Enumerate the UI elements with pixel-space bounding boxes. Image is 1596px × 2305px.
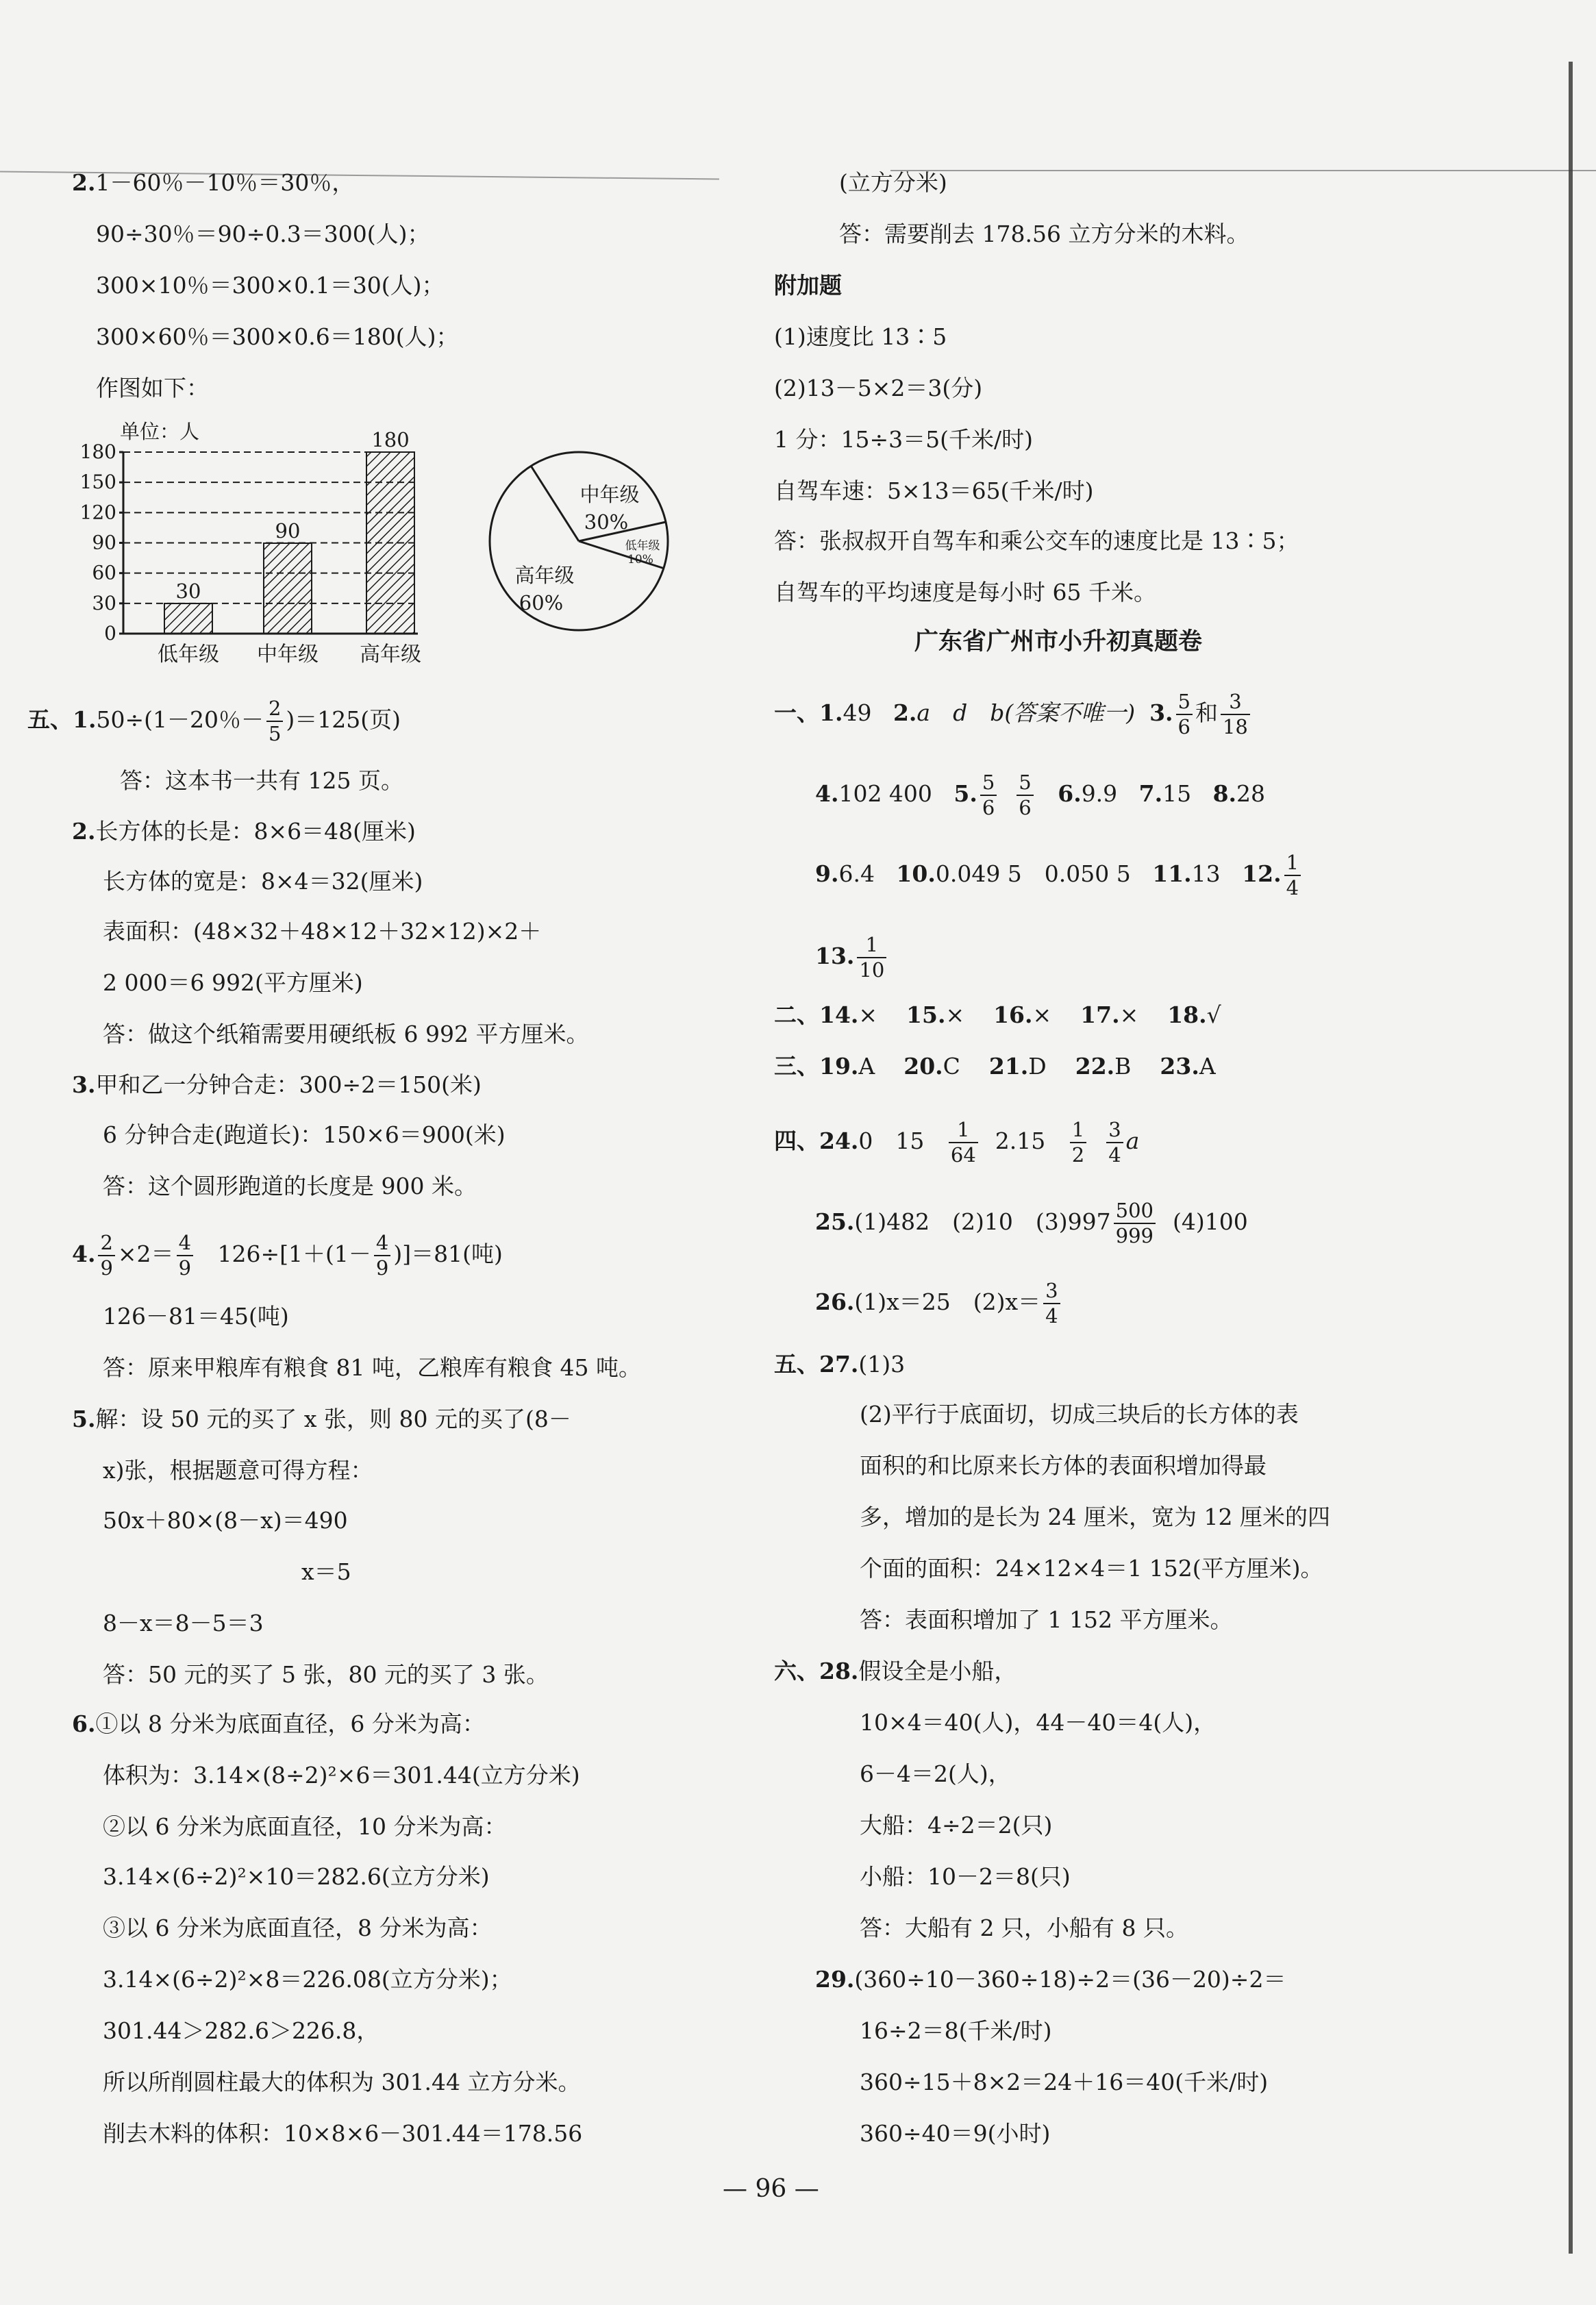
- s6-q28: 六、28.假设全是小船，: [774, 1658, 1017, 1684]
- pie-chart: [479, 445, 685, 637]
- s5-q5-l1: 5.解：设 50 元的买了 x 张，则 80 元的买了(8－: [72, 1406, 571, 1432]
- s6-q29-l4: 360÷40＝9(小时): [860, 2120, 1051, 2147]
- scan-edge-right: [1569, 62, 1573, 2254]
- s1-row1: 一、1.49 2.a d b(答案不唯一) 3. $\frac{5}{6}$ 和 $\frac{3}{18}$: [774, 692, 1253, 737]
- r-line1: (立方分米): [839, 169, 947, 196]
- s5-q6-l5: ③以 6 分米为底面直径，8 分米为高：: [103, 1915, 492, 1941]
- s6-q29-l1: 29.(360÷10－360÷18)÷2＝(36－20)÷2＝: [815, 1966, 1286, 1993]
- bar-high-grade: [366, 452, 414, 634]
- pie-label-mid-pct: 30%: [584, 510, 629, 534]
- s5-q1: 五、1.50÷(1－20％－ $\frac{2}{5}$ )＝125(页): [27, 697, 401, 745]
- q2-line3: 300×10％＝300×0.1＝30(人)；: [96, 272, 445, 299]
- x-label-mid: 中年级: [257, 643, 319, 666]
- s5r-l3: 面积的和比原来长方体的表面积增加得最: [860, 1452, 1267, 1479]
- s5-q2-l2: 长方体的宽是：8×4＝32(厘米): [103, 868, 423, 895]
- s5r-l5: 个面的面积：24×12×4＝1 152(平方厘米)。: [860, 1555, 1323, 1582]
- y-tick-label: 120: [79, 501, 116, 524]
- x-label-high: 高年级: [360, 643, 421, 666]
- s5-q5-l5: 8－x＝8－5＝3: [103, 1610, 264, 1636]
- pie-label-low-pct: 10%: [627, 553, 653, 566]
- s5-q4-answer: 答：原来甲粮库有粮食 81 吨，乙粮库有粮食 45 吨。: [103, 1354, 641, 1381]
- s1-row2: 4.102 400 5. $\frac{5}{6}$ $\frac{5}{6}$ 6.9.9 7.15 8.28: [815, 771, 1266, 819]
- bar-high-value: 180: [371, 428, 410, 451]
- s5-q5-l2: x)张，根据题意可得方程：: [103, 1457, 373, 1484]
- x-label-low: 低年级: [158, 643, 219, 666]
- pie-label-low-name: 低年级: [625, 539, 660, 553]
- fraction: $\frac{500}{999}$: [1114, 1201, 1156, 1246]
- pie-divider-1: [531, 466, 579, 541]
- bar-chart-unit: 单位：人: [120, 420, 200, 443]
- extra-l1: (1)速度比 13∶5: [774, 323, 947, 350]
- fraction: $\frac{5}{6}$: [1176, 692, 1193, 737]
- s4-q26: 26.(1)x＝25 (2)x＝ $\frac{3}{4}$: [815, 1281, 1063, 1326]
- s5-q1-answer: 答：这本书一共有 125 页。: [120, 767, 403, 794]
- fraction: $\frac{2}{5}$: [266, 699, 283, 744]
- s5-q3-l1: 3.甲和乙一分钟合走：300÷2＝150(米): [72, 1071, 482, 1098]
- s4-q25: 25.(1)482 (2)10 (3)997 $\frac{500}{999}$ (4)100: [815, 1199, 1248, 1247]
- s5r-q27: 五、27.(1)3: [774, 1351, 906, 1378]
- fraction: $\frac{1}{2}$: [1070, 1120, 1086, 1165]
- fraction: $\frac{5}{6}$: [1017, 773, 1033, 818]
- s2-row: 二、14.× 15.× 16.× 17.× 18.√: [774, 1001, 1221, 1028]
- s5r-answer: 答：表面积增加了 1 152 平方厘米。: [860, 1606, 1233, 1633]
- s6-l4: 大船：4÷2＝2(只): [860, 1812, 1053, 1839]
- s5-q5-l4: x＝5: [301, 1558, 351, 1585]
- q2-line2: 90÷30％＝90÷0.3＝300(人)；: [96, 221, 430, 247]
- s5-q6-l7: 301.44＞282.6＞226.8，: [103, 2017, 379, 2044]
- q2-line1: 2.1－60％－10％＝30％，: [72, 169, 355, 196]
- s5-q6-l1: 6.①以 8 分米为底面直径，6 分米为高：: [72, 1710, 485, 1737]
- s5r-l2: (2)平行于底面切，切成三块后的长方体的表: [860, 1401, 1299, 1428]
- bar-mid-grade: [264, 543, 312, 634]
- fraction: $\frac{3}{18}$: [1221, 692, 1250, 737]
- fraction: $\frac{3}{4}$: [1106, 1120, 1123, 1165]
- s5-head: 五、1.: [27, 706, 97, 733]
- page-number: — 96 —: [723, 2175, 819, 2203]
- pie-label-high-name: 高年级: [514, 564, 575, 587]
- s5-q6-l3: ②以 6 分米为底面直径，10 分米为高：: [103, 1813, 507, 1840]
- bar-low-grade: [164, 603, 212, 634]
- s5-q3-l2: 6 分钟合走(跑道长)：150×6＝900(米): [103, 1121, 506, 1148]
- bar-low-value: 30: [175, 580, 201, 603]
- y-tick-label: 90: [92, 531, 116, 554]
- extra-l4: 自驾车速：5×13＝65(千米/时): [774, 477, 1094, 504]
- fraction: $\frac{4}{9}$: [374, 1233, 390, 1278]
- s5-q6-l9: 削去木料的体积：10×8×6－301.44＝178.56: [103, 2120, 583, 2147]
- s1-row3: 9.6.4 10.0.049 5 0.050 5 11.13 12. $\frac{1}{4}$: [815, 853, 1304, 898]
- fraction: $\frac{5}{6}$: [980, 773, 997, 818]
- s5-q5-answer: 答：50 元的买了 5 张，80 元的买了 3 张。: [103, 1661, 549, 1688]
- q2-line4: 300×60％＝300×0.6＝180(人)；: [96, 323, 459, 350]
- s5-q4-l1: 4. $\frac{2}{9}$ ×2＝ $\frac{4}{9}$ 126÷[1＋(1－ $\frac{4}{9}$ )]＝81(吨): [72, 1231, 503, 1280]
- s5-q6-l4: 3.14×(6÷2)²×10＝282.6(立方分米): [103, 1863, 490, 1890]
- y-tick-label: 180: [79, 440, 116, 463]
- extra-l2: (2)13－5×2＝3(分): [774, 375, 983, 401]
- extra-title: 附加题: [774, 272, 842, 299]
- s5-q6-l2: 体积为：3.14×(8÷2)²×6＝301.44(立方分米): [103, 1762, 580, 1789]
- fraction: $\frac{3}{4}$: [1043, 1281, 1060, 1326]
- fraction: $\frac{1}{4}$: [1284, 853, 1301, 898]
- y-tick-label: 150: [79, 471, 116, 494]
- q2-line5: 作图如下：: [96, 375, 209, 401]
- extra-l6: 自驾车的平均速度是每小时 65 千米。: [774, 579, 1156, 606]
- s6-q29-l2: 16÷2＝8(千米/时): [860, 2017, 1052, 2044]
- s6-q29-l3: 360÷15＋8×2＝24＋16＝40(千米/时): [860, 2069, 1269, 2095]
- y-tick-label: 60: [92, 561, 116, 584]
- s1-row4: 13. $\frac{1}{10}$: [815, 935, 889, 980]
- fraction: $\frac{1}{64}$: [949, 1120, 978, 1165]
- s5-q2-l3: 表面积：(48×32＋48×12＋32×12)×2＋: [103, 918, 542, 945]
- s5-q6-l6: 3.14×(6÷2)²×8＝226.08(立方分米)；: [103, 1966, 512, 1993]
- s5-q3-answer: 答：这个圆形跑道的长度是 900 米。: [103, 1173, 477, 1199]
- s4-q24: 四、24.0 15 $\frac{1}{64}$ 2.15 $\frac{1}{2}$ $\frac{3}{4}$ a: [774, 1118, 1140, 1167]
- y-ticks: [80, 440, 123, 645]
- s3-row: 三、19.A 20.C 21.D 22.B 23.A: [774, 1053, 1216, 1080]
- extra-l5: 答：张叔叔开自驾车和乘公交车的速度比是 13∶5；: [774, 527, 1299, 554]
- fraction: $\frac{4}{9}$: [177, 1233, 193, 1278]
- y-tick-label: 0: [104, 622, 116, 645]
- s6-answer: 答：大船有 2 只，小船有 8 只。: [860, 1915, 1188, 1941]
- s5-q5-l3: 50x＋80×(8－x)＝490: [103, 1507, 348, 1534]
- s6-l5: 小船：10－2＝8(只): [860, 1863, 1071, 1890]
- scan-line-top-2: [890, 170, 1596, 171]
- fraction: $\frac{1}{10}$: [857, 935, 886, 980]
- pie-label-mid-name: 中年级: [579, 483, 640, 506]
- s5-q2-l1: 2.长方体的长是：8×6＝48(厘米): [72, 818, 416, 845]
- s5-q2-answer: 答：做这个纸箱需要用硬纸板 6 992 平方厘米。: [103, 1021, 589, 1047]
- pie-label-high-pct: 60%: [519, 591, 564, 614]
- extra-l3: 1 分：15÷3＝5(千米/时): [774, 426, 1033, 453]
- bar-chart: [75, 418, 445, 671]
- r-line2: 答：需要削去 178.56 立方分米的木料。: [839, 221, 1249, 247]
- s5-q6-l8: 所以所削圆柱最大的体积为 301.44 立方分米。: [103, 2069, 581, 2095]
- s5-q4-l2: 126－81＝45(吨): [103, 1303, 289, 1330]
- fraction: $\frac{2}{9}$: [98, 1233, 114, 1278]
- q2-number: 2.: [72, 169, 96, 196]
- y-tick-label: 30: [92, 591, 116, 614]
- exam-title: 广东省广州市小升初真题卷: [914, 627, 1203, 656]
- s5-q2-l4: 2 000＝6 992(平方厘米): [103, 969, 363, 996]
- s6-l3: 6－4＝2(人)，: [860, 1760, 1011, 1787]
- s6-l2: 10×4＝40(人)，44－40＝4(人)，: [860, 1709, 1217, 1736]
- s5r-l4: 多，增加的是长为 24 厘米，宽为 12 厘米的四: [860, 1504, 1330, 1530]
- bar-mid-value: 90: [275, 519, 301, 543]
